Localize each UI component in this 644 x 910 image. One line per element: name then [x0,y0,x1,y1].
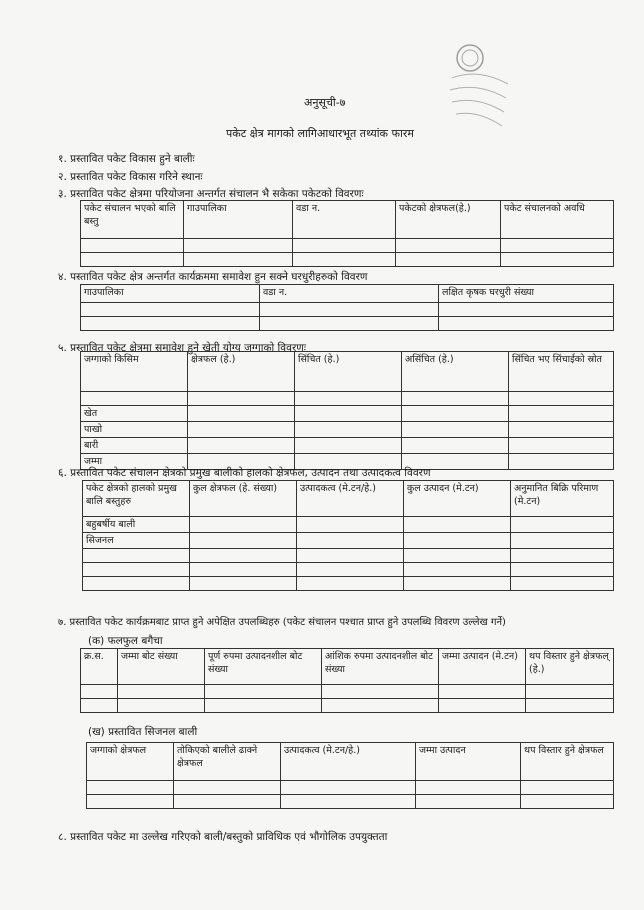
t7b-header: उत्पादकत्व (मे.टन/हे.) [281,743,416,781]
t5-header: सिंचित (हे.) [295,352,402,392]
t7a-header: जम्मा बोट संख्या [118,649,205,685]
item-1-crop: १. प्रस्तावित पकेट विकास हुने बालीः [58,153,195,165]
annex-label: अनुसूची-७ [304,96,346,109]
t7a-header: जम्मा उत्पादन (मे.टन) [439,649,526,685]
form-title: पकेट क्षेत्र मागको लागिआधारभूत तथ्यांक फारम [226,127,414,140]
item-2-location: २. प्रस्तावित पकेट विकास गरिने स्थानः [58,171,203,183]
t4-header: गाउपालिका [81,285,260,303]
table-households [80,284,614,331]
t5-header: असिंचित (हे.) [402,352,509,392]
item-7-heading: ७. प्रस्तावित पकेट कार्यक्रमबाट प्राप्त हुने अपेक्षित उपलब्धिहरु (पकेट संचालन पश्चात प्राप्त हुने उपलब्धि विवरण उल्लेख गर्ने) [58,617,506,628]
table-orchard [80,648,614,713]
table-seasonal-crop [86,742,614,809]
item-3-heading: ३. प्रस्तावित पकेट क्षेत्रमा परियोजना अन्तर्गत संचालन भै सकेका पकेटको विवरणः [58,188,364,200]
t4-header: वडा न. [260,285,439,303]
t7b-header: थप विस्तार हुने क्षेत्रफल [521,743,614,781]
t7a-header: आंशिक रुपमा उत्पादनशील बोट संख्या [322,649,439,685]
t7b-header: तोकिएको बालीले ढाक्ने क्षेत्रफल [174,743,281,781]
t7a-header: थप विस्तार हुने क्षेत्रफल् (हे.) [526,649,614,685]
t4-header: लक्षित कृषक घरधुरी संख्या [439,285,614,303]
t3-header: पकेट संचालन भएको बालि बस्तु [81,201,184,239]
table-cultivable-land [80,351,614,470]
t6-row-label: बहुबर्षीय बाली [83,517,190,533]
item-8-heading: ८. प्रस्तावित पकेट मा उल्लेख गरिएको बाली/बस्तुको प्राविधिक एवं भौगोलिक उपयुक्तता [58,831,388,843]
t5-row-label: पाखो [81,422,188,438]
t5-row-label: बारी [81,438,188,454]
item-7a-heading: (क) फलफुल बगैचा [88,635,163,647]
t7a-header: पूर्ण रुपमा उत्पादनशील बोट संख्या [205,649,322,685]
t5-header: जग्गाको किसिम [81,352,188,392]
t3-header: वडा न. [293,201,396,239]
t6-header: पकेट क्षेत्रको हालको प्रमुख बालि बस्तुहरु [83,481,190,517]
t5-row-label: खेत [81,406,188,422]
t5-header: क्षेत्रफल (हे.) [188,352,295,392]
table-existing-pockets [80,200,614,267]
t7a-header: क्र.स. [81,649,118,685]
t6-row-label: सिजनल [83,533,190,549]
t7b-header: जग्गाको क्षेत्रफल [87,743,174,781]
item-6-heading: ६. प्रस्तावित पकेट संचालन क्षेत्रको प्रमुख बालीको हालको क्षेत्रफल, उत्पादन तथा उत्पादकत्व विवरण [58,467,431,479]
t5-header: सिंचित भए सिंचाईको स्रोत [509,352,614,392]
t3-header: पकेटको क्षेत्रफल(हे.) [396,201,501,239]
item-4-heading: ४. पस्तावित पकेट क्षेत्र अन्तर्गत कार्यक्रममा समावेश हुन सक्ने घरधुरीहरुको विवरण [58,271,368,283]
t3-header: पकेट संचालनको अवधि [501,201,614,239]
t3-header: गाउपालिका [184,201,293,239]
table-main-crops [82,480,614,591]
t6-header: उत्पादकत्व (मे.टन/हे.) [297,481,404,517]
t6-header: कुल उत्पादन (मे.टन) [404,481,511,517]
t5-row-label: जम्मा [81,454,188,470]
item-7b-heading: (ख) प्रस्तावित सिजनल बाली [88,726,198,738]
office-seal-stamp [442,38,514,138]
item-5-heading: ५. प्रस्तावित पकेट क्षेत्रमा समावेश हुने खेती योग्य जग्गाको विवरणः [58,342,306,354]
t6-header: कुल क्षेत्रफल (हे. संख्या) [190,481,297,517]
t7b-header: जम्मा उत्पादन [416,743,521,781]
t6-header: अनुमानित बिक्रि परिमाण (मे.टन) [511,481,614,517]
